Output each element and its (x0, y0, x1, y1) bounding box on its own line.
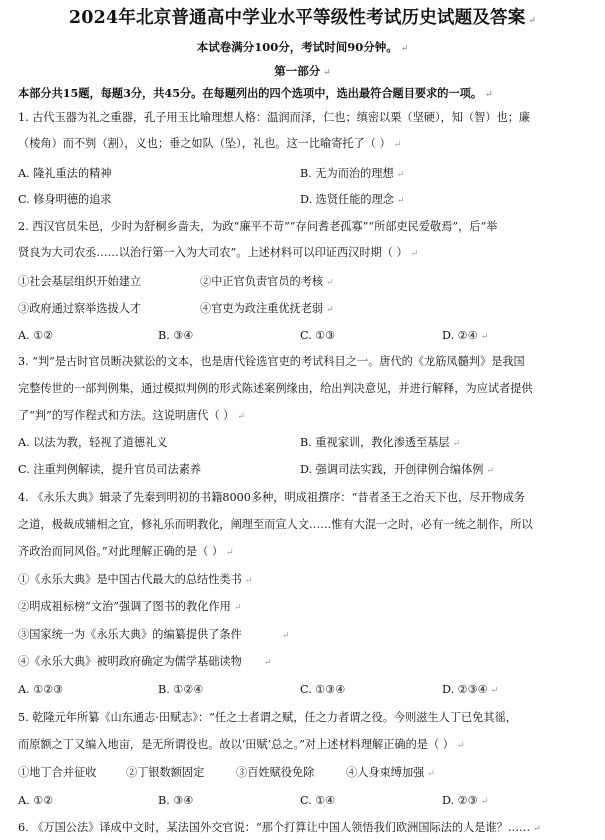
q3-option-b: B. 重视家训，教化渗透至基层 ↵ (300, 436, 461, 449)
question-4-line-1: 4. 《永乐大典》辑录了先秦到明初的书籍8000多种，明成祖撰序：“昔者圣王之治天下也，尽开物成务 (18, 491, 526, 504)
q3-option-c: C. 注重判例解读，提升官员司法素养 (18, 463, 202, 476)
q5-option-a: A. ①② (18, 794, 54, 807)
q2-statement-4: ④官吏为政注重优抚老弱 ↵ (200, 302, 334, 315)
question-5-line-1: 5. 乾隆元年所纂《山东通志·田赋志》：“任之土者谓之赋，任之力者谓之役。今则滋生人丁已免其徭， (18, 711, 517, 724)
q5-option-c: C. ①④ (300, 794, 336, 807)
question-2-line-1: 2. 西汉官员朱邑，少时为舒桐乡啬夫，为政“廉平不苛”“存问耆老孤寡”“所部吏民爱敬焉”，后“举 (18, 220, 498, 233)
question-4-line-2: 之道，极裁成辅相之宜，修礼乐而明教化，阐理至而宣人文……惟有大混一之时，必有一统之制作，所以 (18, 518, 533, 531)
q5-statement-2: ②丁银数额固定 (126, 766, 205, 779)
q4-option-d: D. ②③④ ↵ (442, 683, 499, 696)
question-2-line-2: 贤良为大司农丞……以治行第一入为大司农”。上述材料可以印证西汉时期（ ） ↵ (18, 246, 419, 259)
q4-statement-1: ①《永乐大典》是中国古代最大的总结性类书 ↵ (18, 573, 253, 586)
q5-statement-4: ④人身束缚加强 ↵ (346, 766, 435, 779)
q5-statement-3: ③百姓赋役免除 (236, 766, 315, 779)
q4-option-a: A. ①②③ (18, 683, 64, 696)
q4-statement-4: ④《永乐大典》被明政府确定为儒学基础读物 ↵ (18, 655, 272, 668)
q4-option-c: C. ①③④ (300, 683, 346, 696)
q2-option-c: C. ①③ (300, 329, 336, 342)
section-instructions: 本部分共15题，每题3分，共45分。在每题列出的四个选项中，选出最符合题目要求的一项。 ↵ (18, 86, 493, 100)
q5-option-d: D. ②③ ↵ (442, 794, 489, 807)
q4-statement-2: ②明成祖标榜“文治”强调了图书的教化作用 ↵ (18, 600, 242, 613)
q4-statement-3: ③国家统一为《永乐大典》的编纂提供了条件 ↵ (18, 628, 290, 641)
question-3-line-2: 完整传世的一部判例集，通过模拟判例的形式陈述案例缘由，给出判决意见，并进行解释，为应试者提供 (18, 382, 533, 395)
question-5-line-2: 而原额之丁又编入地亩，是无所谓役也。故以‘田赋’总之。”对上述材料理解正确的是（ ） ↵ (18, 738, 465, 751)
question-3-line-1: 3. “判”是古时官员断决狱讼的文本，也是唐代铨选官吏的考试科目之一。唐代的《龙筋凤髓判》是我国 (18, 355, 525, 368)
section-heading: 第一部分 ↵ (274, 64, 331, 78)
q1-option-c: C. 修身明德的追求 (18, 193, 112, 206)
q3-option-a: A. 以法为教，轻视了道德礼义 (18, 436, 168, 449)
q2-statement-1: ①社会基层组织开始建立 (18, 275, 142, 288)
q5-option-b: B. ③④ (158, 794, 194, 807)
q5-statement-1: ①地丁合并征收 (18, 766, 97, 779)
q2-statement-2: ②中正官负责官员的考核 ↵ (200, 275, 334, 288)
question-6-line-1: 6. 《万国公法》译成中文时，某法国外交官说：“那个打算让中国人领悟我们欧洲国际法的人是谁？…… ↵ (18, 821, 541, 834)
question-3-line-3: 了“判”的写作程式和方法。这说明唐代（ ） ↵ (18, 409, 245, 422)
q4-option-b: B. ①②④ (158, 683, 204, 696)
q1-option-a: A. 隆礼重法的精神 (18, 167, 112, 180)
q2-option-a: A. ①② (18, 329, 54, 342)
exam-info: 本试卷满分100分，考试时间90分钟。 ↵ (196, 40, 409, 54)
question-1-line-2: （棱角）而不刿（割），义也；垂之如队（坠），礼也。这一比喻寄托了（ ） ↵ (18, 137, 402, 150)
q2-option-b: B. ③④ (158, 329, 194, 342)
q2-statement-3: ③政府通过察举选拔人才 (18, 302, 142, 315)
page-title: 2024年北京普通高中学业水平等级性考试历史试题及答案 ↵ (68, 8, 537, 28)
q1-option-d: D. 选贤任能的理念 ↵ (300, 193, 405, 206)
q1-option-b: B. 无为而治的理想 ↵ (300, 167, 405, 180)
q3-option-d: D. 强调司法实践，开创律例合编体例 ↵ (300, 463, 495, 476)
question-1-line-1: 1. 古代玉器为礼之重器，孔子用玉比喻理想人格：温润而泽，仁也；缜密以栗（坚硬），知（智）也；廉 (18, 111, 531, 124)
question-4-line-3: 齐政治而同风俗。”对此理解正确的是（ ） ↵ (18, 545, 234, 558)
q2-option-d: D. ②④ ↵ (442, 329, 489, 342)
